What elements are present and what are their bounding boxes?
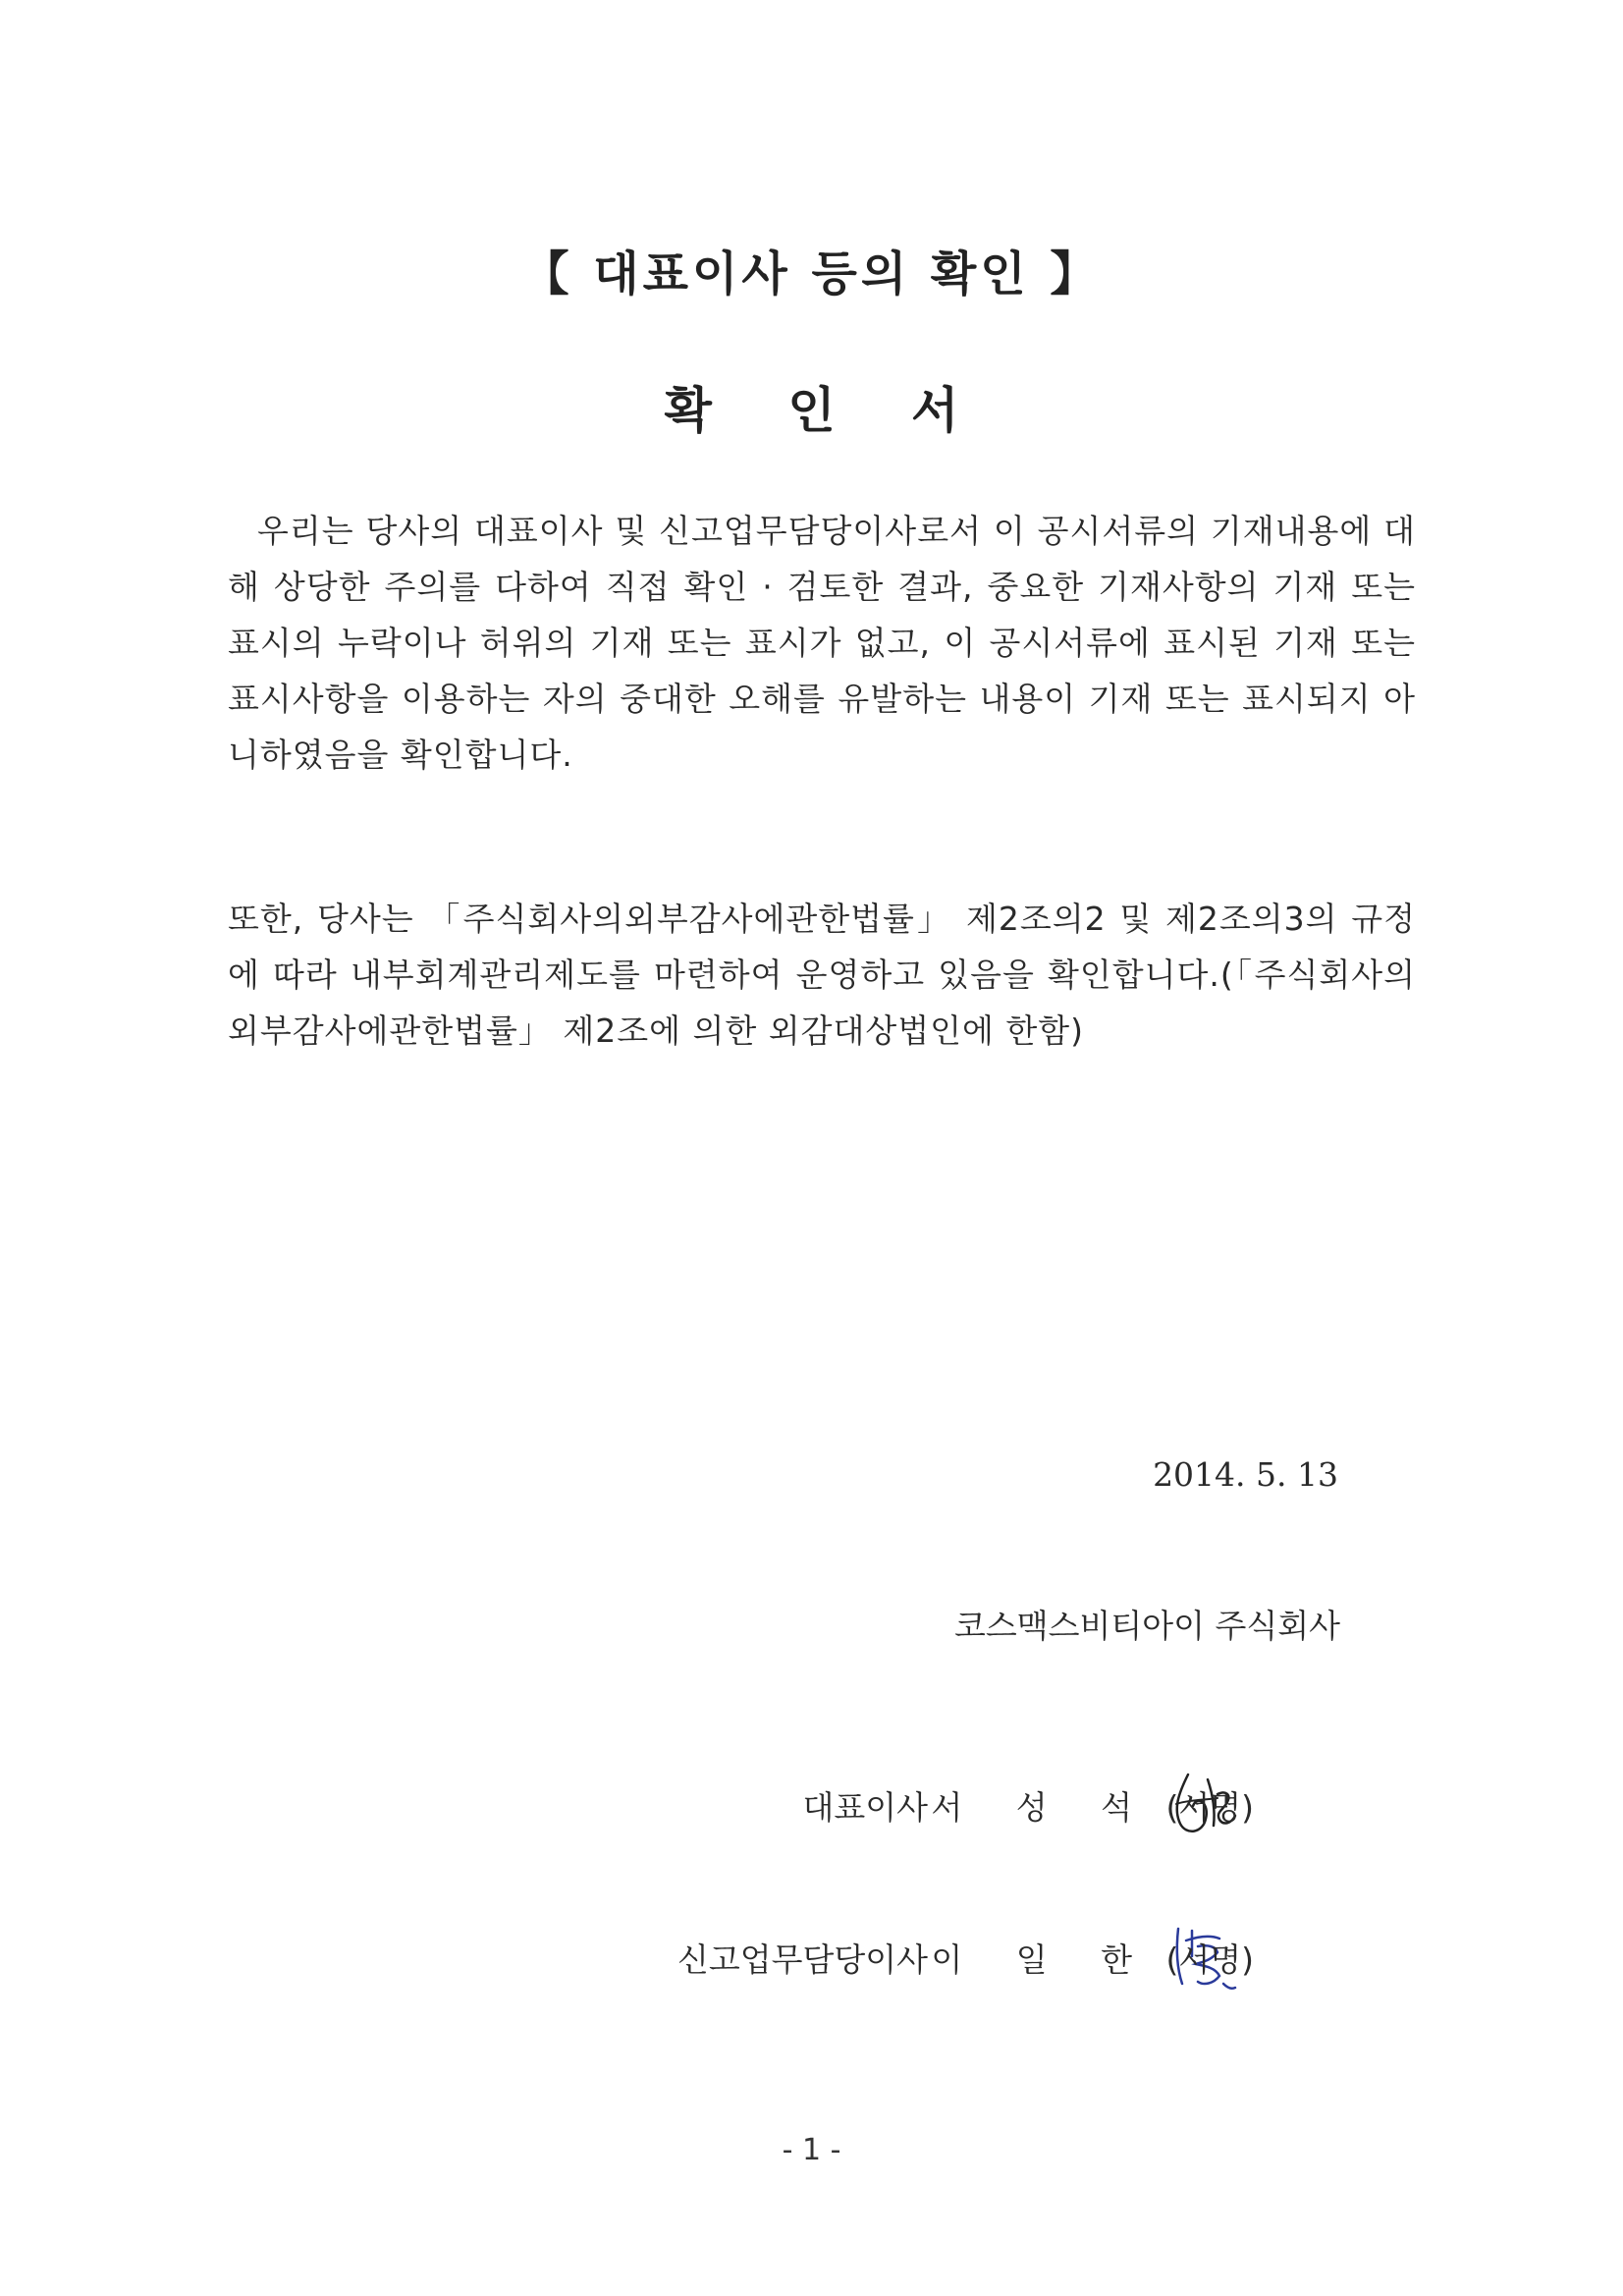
section-heading: 【 대표이사 등의 확인 】 <box>521 246 1102 301</box>
document-date: 2014. 5. 13 <box>1153 1455 1338 1494</box>
signatory-row <box>574 1773 1340 1831</box>
signatory-row <box>574 1925 1340 1984</box>
signatory-role: 대표이사 <box>802 1788 928 1827</box>
signature-mark: (서명) <box>1165 1941 1254 1979</box>
company-name: 코스맥스비티아이 주식회사 <box>953 1607 1340 1645</box>
confirmation-paragraph: 우리는 당사의 대표이사 및 신고업무담당이사로서 이 공시서류의 기재내용에 대해 상당한 주의를 다하여 직접 확인 · 검토한 결과, 중요한 기재사항의 기재 또는 표시의 누락이나 허위의 기재 또는 표시가 없고, 이 공시서류에 표시된 기재 또는 표시사항을 이용하는 자의 중대한 오해를 유발하는 내용이 기재 또는 표시되지 아니하였음을 확인합니다. <box>228 512 1416 774</box>
document-title: 확 인 서 <box>664 382 989 439</box>
page-number: - 1 - <box>782 2133 841 2167</box>
internal-control-paragraph: 또한, 당사는 「주식회사의외부감사에관한법률」 제2조의2 및 제2조의3의 규정에 따라 내부회계관리제도를 마련하여 운영하고 있음을 확인합니다.(「주식회사의외부감사에관한법률」 제2조에 의한 외감대상법인에 한함) <box>228 900 1416 1050</box>
signatory-name: 서 성 석 <box>931 1788 1154 1827</box>
signatory-role: 신고업무담당이사 <box>676 1941 928 1979</box>
signatory-name: 이 일 한 <box>931 1941 1154 1979</box>
signature-mark: (서명) <box>1165 1788 1254 1827</box>
